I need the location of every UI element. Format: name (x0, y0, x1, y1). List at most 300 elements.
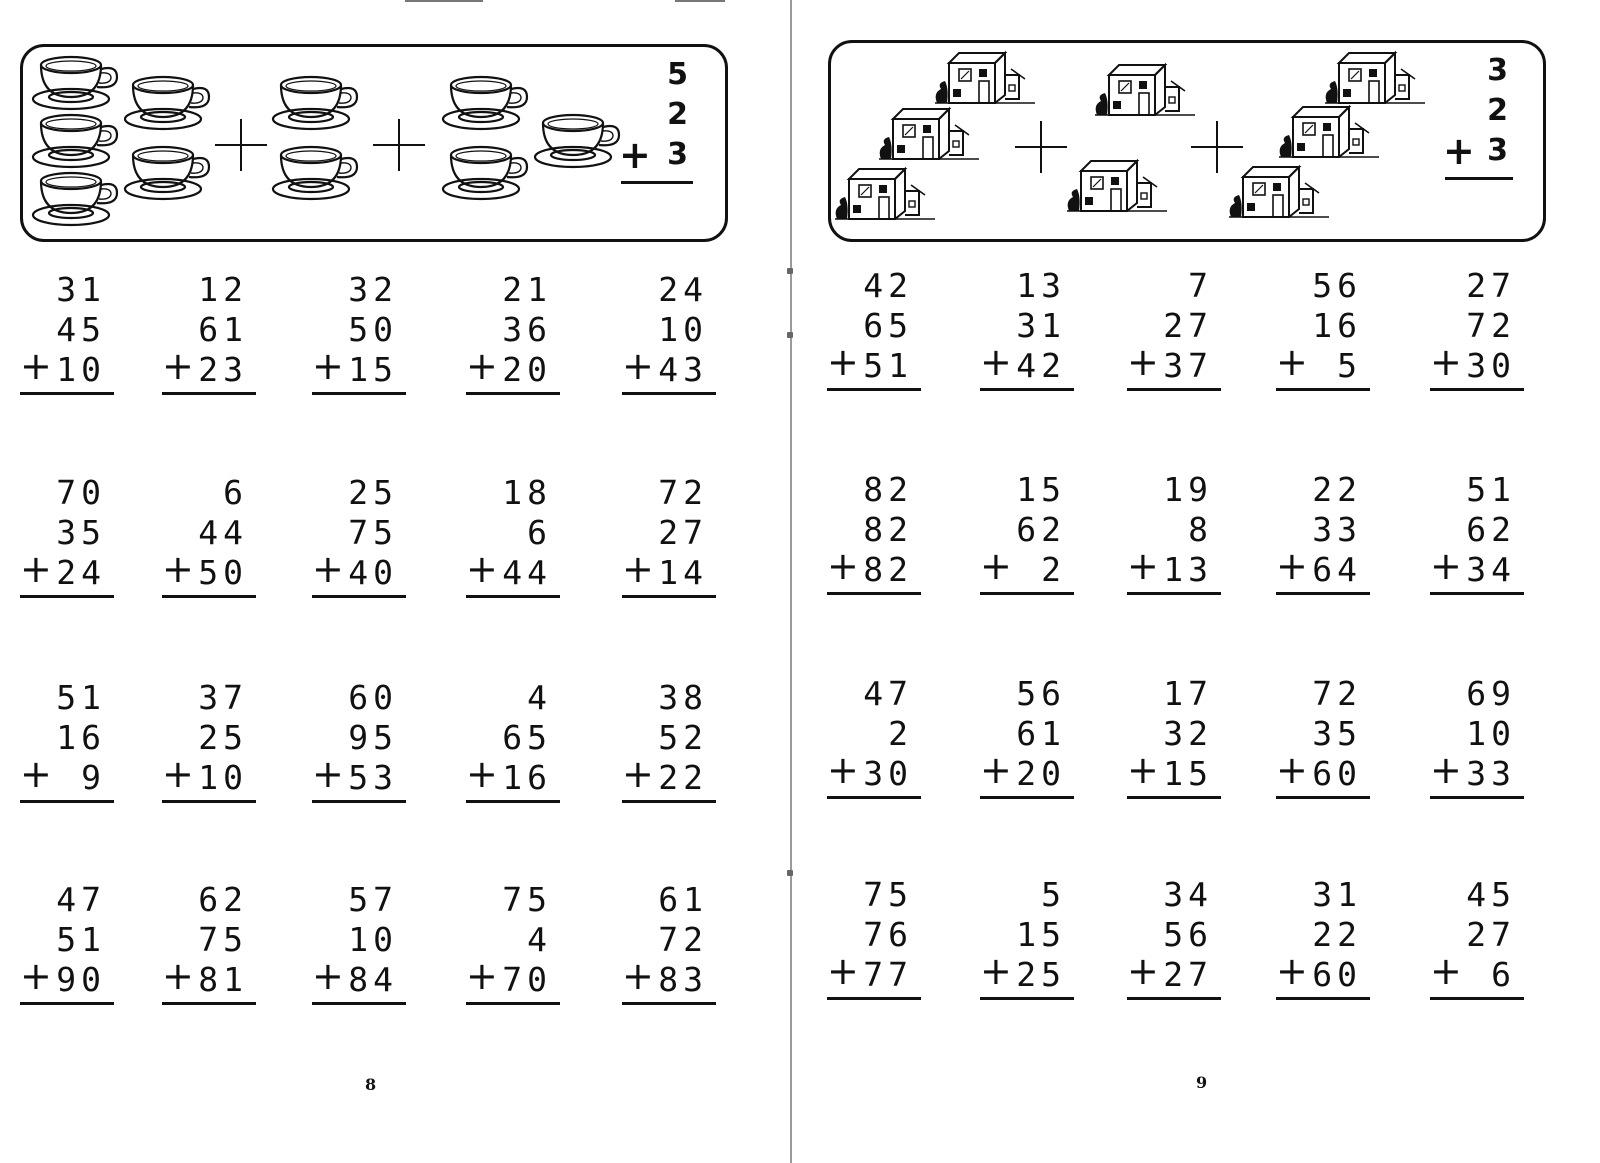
sum-line (312, 1002, 406, 1005)
house-icon (935, 53, 1035, 103)
addend-3: 20 (502, 350, 552, 389)
addition-problem (1276, 266, 1372, 396)
sum-line (466, 800, 560, 803)
sum-line (20, 392, 114, 395)
addition-problem (980, 470, 1076, 600)
addition-problem (1276, 875, 1372, 1005)
plus-sign: + (466, 752, 498, 796)
addition-problem (1127, 470, 1223, 600)
sum-line (827, 592, 921, 595)
addend-3: 81 (198, 960, 248, 999)
sum-line (1127, 388, 1221, 391)
picture-sum-line (1445, 177, 1513, 180)
plus-sign: + (827, 340, 859, 384)
addend-3: 25 (1016, 955, 1066, 994)
sum-line (20, 800, 114, 803)
addend-1: 72 (1312, 674, 1362, 713)
addend-2: 25 (198, 718, 248, 757)
addend-1: 51 (56, 678, 106, 717)
addend-3: 50 (198, 553, 248, 592)
plus-sign: + (1430, 544, 1462, 588)
addend-2: 62 (1016, 510, 1066, 549)
addend-column (853, 470, 913, 590)
addition-problem (20, 473, 116, 603)
plus-sign: + (980, 340, 1012, 384)
addition-problem (162, 473, 258, 603)
plus-sign: + (162, 954, 194, 998)
addend-column (492, 678, 552, 798)
sum-line (980, 997, 1074, 1000)
picture-sum-addend-2: 2 (667, 97, 693, 132)
plus-sign: + (466, 344, 498, 388)
teacup-icon (125, 147, 209, 199)
addend-column (46, 270, 106, 390)
teacup-icon (273, 147, 357, 199)
addend-1: 7 (1188, 266, 1213, 305)
addend-1: 25 (348, 473, 398, 512)
sum-line (20, 595, 114, 598)
addend-column (46, 678, 106, 798)
picture-plus-sign: + (1443, 129, 1475, 173)
addend-1: 42 (863, 266, 913, 305)
plus-sign: + (622, 954, 654, 998)
addition-problem (312, 270, 408, 400)
house-icon (1067, 161, 1167, 211)
sum-line (1430, 388, 1524, 391)
house-icon (1279, 107, 1379, 157)
addend-1: 37 (198, 678, 248, 717)
addend-2: 35 (1312, 714, 1362, 753)
addend-2: 65 (502, 718, 552, 757)
addition-problem (980, 266, 1076, 396)
house-icon (1325, 53, 1425, 103)
addend-3: 44 (502, 553, 552, 592)
addend-column (188, 880, 248, 1000)
plus-sign: + (1127, 340, 1159, 384)
addend-2: 22 (1312, 915, 1362, 954)
addend-column (1302, 674, 1362, 794)
addend-2: 27 (1163, 306, 1213, 345)
sum-line (466, 392, 560, 395)
sum-line (827, 997, 921, 1000)
addend-3: 33 (1466, 754, 1516, 793)
addition-problem (162, 678, 258, 808)
cups-picture-panel (20, 44, 728, 242)
plus-sign: + (466, 547, 498, 591)
addition-problem (466, 678, 562, 808)
addition-problem (1430, 875, 1526, 1005)
addend-column (1006, 266, 1066, 386)
sum-line (1127, 592, 1221, 595)
addend-3: 24 (56, 553, 106, 592)
addend-2: 44 (198, 513, 248, 552)
sum-line (1430, 592, 1524, 595)
sum-line (162, 595, 256, 598)
addend-3: 9 (81, 758, 106, 797)
right-page (792, 0, 1600, 1163)
addition-problem (1430, 470, 1526, 600)
sum-line (312, 392, 406, 395)
sum-line (466, 1002, 560, 1005)
addend-column (1456, 266, 1516, 386)
addition-problem (622, 678, 718, 808)
addend-3: 23 (198, 350, 248, 389)
addend-column (1006, 875, 1066, 995)
addition-problem (980, 674, 1076, 804)
addend-2: 72 (658, 920, 708, 959)
sum-line (162, 392, 256, 395)
addend-1: 27 (1466, 266, 1516, 305)
addend-column (492, 880, 552, 1000)
sum-line (980, 796, 1074, 799)
addend-1: 75 (863, 875, 913, 914)
sum-line (1276, 388, 1370, 391)
addition-problem (20, 678, 116, 808)
plus-sign: + (312, 344, 344, 388)
teacup-icon (33, 173, 117, 225)
addend-3: 40 (348, 553, 398, 592)
left-page (0, 0, 790, 1163)
teacup-icon (535, 115, 619, 167)
picture-sum-addend-3: 3 (667, 137, 693, 172)
addend-column (1456, 470, 1516, 590)
addend-column (1302, 470, 1362, 590)
addend-2: 76 (863, 915, 913, 954)
addend-2: 52 (658, 718, 708, 757)
addend-2: 61 (1016, 714, 1066, 753)
addend-2: 27 (1466, 915, 1516, 954)
addend-1: 12 (198, 270, 248, 309)
addend-column (338, 678, 398, 798)
addend-3: 53 (348, 758, 398, 797)
addend-column (46, 473, 106, 593)
house-icon-group (831, 43, 1543, 239)
addend-2: 10 (1466, 714, 1516, 753)
plus-sign: + (1276, 544, 1308, 588)
addend-2: 6 (527, 513, 552, 552)
addend-1: 60 (348, 678, 398, 717)
addend-column (1302, 875, 1362, 995)
addend-3: 60 (1312, 754, 1362, 793)
addend-column (338, 473, 398, 593)
sum-line (1430, 997, 1524, 1000)
addition-problem (162, 270, 258, 400)
teacup-icon (273, 77, 357, 129)
plus-sign: + (466, 954, 498, 998)
sum-line (622, 800, 716, 803)
picture-sum-line (621, 181, 693, 184)
addend-column (492, 473, 552, 593)
addend-column (1302, 266, 1362, 386)
addend-column (1153, 266, 1213, 386)
plus-sign: + (622, 547, 654, 591)
addend-3: 64 (1312, 550, 1362, 589)
addend-3: 14 (658, 553, 708, 592)
addend-2: 15 (1016, 915, 1066, 954)
plus-sign: + (1127, 748, 1159, 792)
sum-line (312, 800, 406, 803)
plus-sign: + (20, 547, 52, 591)
addend-column (1006, 674, 1066, 794)
addend-3: 15 (1163, 754, 1213, 793)
addend-column (1153, 470, 1213, 590)
addend-2: 51 (56, 920, 106, 959)
picture-plus-icon (1015, 121, 1067, 173)
addend-1: 47 (56, 880, 106, 919)
addition-problem (622, 880, 718, 1010)
page-number-right: 9 (1196, 1073, 1208, 1092)
addition-problem (827, 875, 923, 1005)
addend-1: 38 (658, 678, 708, 717)
plus-sign: + (162, 547, 194, 591)
addend-1: 57 (348, 880, 398, 919)
plus-sign: + (20, 344, 52, 388)
plus-sign: + (622, 752, 654, 796)
addend-column (1153, 674, 1213, 794)
sum-line (466, 595, 560, 598)
teacup-icon (33, 115, 117, 167)
addition-problem (466, 880, 562, 1010)
house-icon (1095, 65, 1195, 115)
sum-line (162, 1002, 256, 1005)
sum-line (1276, 997, 1370, 1000)
addend-2: 65 (863, 306, 913, 345)
addend-2: 72 (1466, 306, 1516, 345)
addend-2: 32 (1163, 714, 1213, 753)
plus-sign: + (1127, 949, 1159, 993)
teacup-icon (443, 77, 527, 129)
picture-plus-sign: + (619, 133, 651, 177)
picture-plus-icon (1191, 121, 1243, 173)
addition-problem (312, 678, 408, 808)
sum-line (622, 1002, 716, 1005)
addition-problem (312, 473, 408, 603)
sum-line (1127, 997, 1221, 1000)
addition-problem (1430, 674, 1526, 804)
addend-2: 27 (658, 513, 708, 552)
addend-column (648, 473, 708, 593)
addend-1: 56 (1016, 674, 1066, 713)
plus-sign: + (827, 748, 859, 792)
teacup-icon (443, 147, 527, 199)
addend-2: 82 (863, 510, 913, 549)
addend-3: 34 (1466, 550, 1516, 589)
plus-sign: + (1430, 748, 1462, 792)
addend-column (188, 270, 248, 390)
addend-3: 90 (56, 960, 106, 999)
addend-2: 75 (198, 920, 248, 959)
addition-problem (827, 470, 923, 600)
addend-3: 15 (348, 350, 398, 389)
addend-column (648, 880, 708, 1000)
addend-column (188, 473, 248, 593)
sum-line (622, 595, 716, 598)
addend-1: 31 (56, 270, 106, 309)
teacup-icon (125, 77, 209, 129)
plus-sign: + (312, 547, 344, 591)
addend-1: 13 (1016, 266, 1066, 305)
addition-problem (1127, 266, 1223, 396)
plus-sign: + (162, 752, 194, 796)
page-number-left: 8 (365, 1075, 377, 1094)
addend-1: 24 (658, 270, 708, 309)
addend-3: 43 (658, 350, 708, 389)
addend-2: 56 (1163, 915, 1213, 954)
picture-sum-addend-2: 2 (1487, 93, 1513, 128)
sum-line (827, 388, 921, 391)
addend-1: 6 (223, 473, 248, 512)
addend-column (188, 678, 248, 798)
addend-1: 72 (658, 473, 708, 512)
addend-3: 22 (658, 758, 708, 797)
addend-column (46, 880, 106, 1000)
addend-1: 18 (502, 473, 552, 512)
addition-problem (827, 674, 923, 804)
sum-line (162, 800, 256, 803)
addend-3: 2 (1041, 550, 1066, 589)
addend-2: 50 (348, 310, 398, 349)
addend-2: 10 (658, 310, 708, 349)
addend-1: 22 (1312, 470, 1362, 509)
addition-problem (1276, 470, 1372, 600)
addition-problem (466, 473, 562, 603)
addition-problem (980, 875, 1076, 1005)
addend-3: 60 (1312, 955, 1362, 994)
plus-sign: + (1430, 949, 1462, 993)
plus-sign: + (162, 344, 194, 388)
addend-1: 56 (1312, 266, 1362, 305)
addend-3: 30 (863, 754, 913, 793)
addend-2: 4 (527, 920, 552, 959)
plus-sign: + (980, 544, 1012, 588)
sum-line (1276, 592, 1370, 595)
addend-2: 8 (1188, 510, 1213, 549)
addend-1: 15 (1016, 470, 1066, 509)
addend-1: 32 (348, 270, 398, 309)
addend-1: 19 (1163, 470, 1213, 509)
sum-line (1430, 796, 1524, 799)
addend-2: 2 (888, 714, 913, 753)
sum-line (622, 392, 716, 395)
addend-column (648, 678, 708, 798)
plus-sign: + (980, 748, 1012, 792)
sum-line (980, 592, 1074, 595)
addition-problem (162, 880, 258, 1010)
addend-2: 75 (348, 513, 398, 552)
addend-column (853, 875, 913, 995)
addend-column (338, 270, 398, 390)
teacup-icon (33, 57, 117, 109)
addend-3: 10 (198, 758, 248, 797)
plus-sign: + (980, 949, 1012, 993)
plus-sign: + (312, 954, 344, 998)
addend-3: 51 (863, 346, 913, 385)
plus-sign: + (827, 544, 859, 588)
addend-2: 16 (1312, 306, 1362, 345)
sum-line (20, 1002, 114, 1005)
addend-3: 42 (1016, 346, 1066, 385)
addend-3: 10 (56, 350, 106, 389)
addition-problem (1430, 266, 1526, 396)
plus-sign: + (20, 752, 52, 796)
addend-column (1456, 674, 1516, 794)
addend-1: 75 (502, 880, 552, 919)
addend-3: 13 (1163, 550, 1213, 589)
addend-3: 20 (1016, 754, 1066, 793)
addition-problem (622, 270, 718, 400)
picture-sum-addend-1: 5 (667, 57, 693, 92)
addition-problem (466, 270, 562, 400)
picture-plus-icon (215, 119, 267, 171)
plus-sign: + (1127, 544, 1159, 588)
house-icon (1229, 167, 1329, 217)
plus-sign: + (622, 344, 654, 388)
addend-3: 16 (502, 758, 552, 797)
addend-1: 62 (198, 880, 248, 919)
sum-line (827, 796, 921, 799)
addend-1: 34 (1163, 875, 1213, 914)
plus-sign: + (827, 949, 859, 993)
addend-2: 33 (1312, 510, 1362, 549)
addend-column (648, 270, 708, 390)
addition-problem (20, 880, 116, 1010)
house-icon (835, 169, 935, 219)
addend-3: 27 (1163, 955, 1213, 994)
plus-sign: + (312, 752, 344, 796)
addition-problem (1127, 674, 1223, 804)
addend-2: 95 (348, 718, 398, 757)
addend-column (338, 880, 398, 1000)
addend-1: 45 (1466, 875, 1516, 914)
addend-column (853, 674, 913, 794)
addend-1: 21 (502, 270, 552, 309)
addition-problem (20, 270, 116, 400)
addition-problem (312, 880, 408, 1010)
addition-problem (1276, 674, 1372, 804)
plus-sign: + (1276, 748, 1308, 792)
addend-1: 47 (863, 674, 913, 713)
addend-2: 61 (198, 310, 248, 349)
picture-plus-icon (373, 119, 425, 171)
addend-1: 31 (1312, 875, 1362, 914)
plus-sign: + (1430, 340, 1462, 384)
addend-2: 16 (56, 718, 106, 757)
sum-line (312, 595, 406, 598)
addend-3: 30 (1466, 346, 1516, 385)
houses-picture-panel (828, 40, 1546, 242)
addend-1: 82 (863, 470, 913, 509)
addend-3: 5 (1337, 346, 1362, 385)
addend-2: 62 (1466, 510, 1516, 549)
addend-column (853, 266, 913, 386)
addend-column (1006, 470, 1066, 590)
addend-1: 69 (1466, 674, 1516, 713)
addend-1: 70 (56, 473, 106, 512)
addend-column (1456, 875, 1516, 995)
addend-2: 35 (56, 513, 106, 552)
plus-sign: + (1276, 340, 1308, 384)
house-icon (879, 109, 979, 159)
addend-3: 70 (502, 960, 552, 999)
addend-1: 17 (1163, 674, 1213, 713)
addend-1: 61 (658, 880, 708, 919)
addend-2: 45 (56, 310, 106, 349)
addition-problem (1127, 875, 1223, 1005)
addition-problem (622, 473, 718, 603)
addition-problem (827, 266, 923, 396)
addend-1: 5 (1041, 875, 1066, 914)
addend-3: 37 (1163, 346, 1213, 385)
